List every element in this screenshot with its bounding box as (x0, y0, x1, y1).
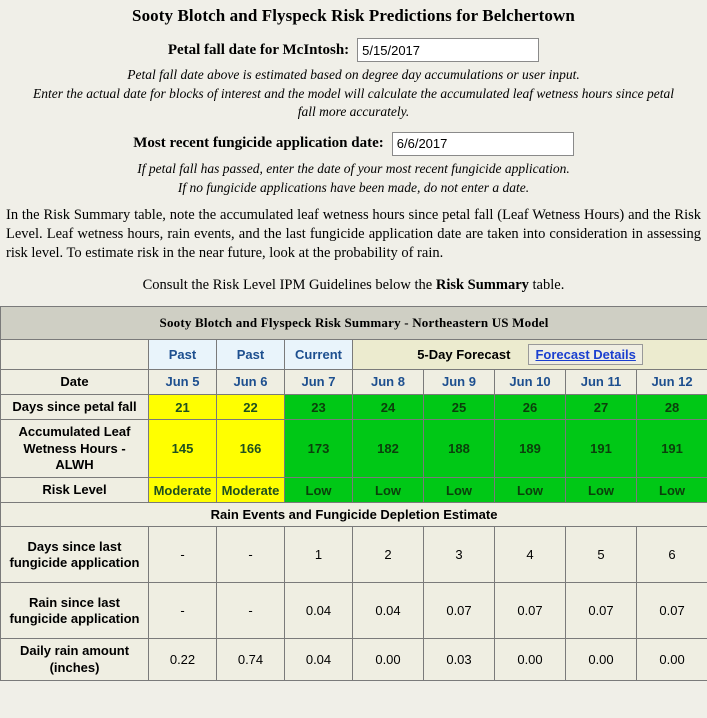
group-past-1: Past (149, 339, 217, 369)
intro-paragraph: In the Risk Summary table, note the accumulated leaf wetness hours since petal fall (Leaf Wetness Hours) and the Risk Level. Leaf wetness hours, rain events, and the last fungicide application date are taken into consideration in assessing risk level. To estimate risk in the near future, look at the probability of rain. (6, 207, 701, 262)
alwh-cell: 191 (566, 420, 637, 478)
row-label-date: Date (1, 369, 149, 394)
petal-fall-note-line2: Enter the actual date for blocks of interest and the model will calculate the accumulated leaf wetness hours since petal fall more accurately. (33, 86, 674, 119)
table-section-rain-header (1, 503, 707, 527)
table-row-date (1, 369, 707, 394)
table-row-daily-rain (1, 639, 707, 681)
group-past-2: Past (217, 339, 285, 369)
table-row-risk-level (1, 478, 707, 503)
group-current: Current (285, 339, 353, 369)
alwh-cell: 182 (353, 420, 424, 478)
daily-rain-cell: 0.00 (353, 639, 424, 681)
fungicide-note-line2: If no fungicide applications have been made, do not enter a date. (177, 180, 530, 196)
alwh-cell: 188 (424, 420, 495, 478)
row-label-rain-since-fungicide: Rain since last fungicide application (1, 583, 149, 639)
days-petal-cell: 23 (285, 395, 353, 420)
petal-fall-date-input[interactable] (357, 38, 539, 62)
daily-rain-cell: 0.04 (285, 639, 353, 681)
rain-fungicide-cell: 0.07 (637, 583, 707, 639)
days-fungicide-cell: 2 (353, 527, 424, 583)
days-fungicide-cell: 3 (424, 527, 495, 583)
fungicide-date-input[interactable] (392, 132, 574, 156)
rain-fungicide-cell: 0.04 (285, 583, 353, 639)
date-cell: Jun 9 (424, 369, 495, 394)
corner-cell (1, 339, 149, 369)
alwh-cell: 191 (637, 420, 707, 478)
rain-fungicide-cell: - (217, 583, 285, 639)
fungicide-note-line1: If petal fall has passed, enter the date of your most recent fungicide application. (137, 160, 570, 176)
risk-cell: Low (353, 478, 424, 503)
petal-fall-label: Petal fall date for McIntosh: (167, 41, 350, 58)
days-petal-cell: 22 (217, 395, 285, 420)
days-petal-cell: 21 (149, 395, 217, 420)
consult-line (6, 277, 701, 294)
daily-rain-cell: 0.00 (637, 639, 707, 681)
fungicide-label: Most recent fungicide application date: (133, 135, 384, 152)
rain-fungicide-cell: 0.07 (495, 583, 566, 639)
risk-cell: Low (424, 478, 495, 503)
group-forecast-label: 5-Day Forecast (417, 346, 511, 362)
date-cell: Jun 6 (217, 369, 285, 394)
table-row-days-since-petal-fall (1, 395, 707, 420)
alwh-cell: 166 (217, 420, 285, 478)
alwh-cell: 189 (495, 420, 566, 478)
daily-rain-cell: 0.00 (566, 639, 637, 681)
fungicide-row (0, 132, 707, 156)
days-fungicide-cell: 5 (566, 527, 637, 583)
table-banner-row (1, 306, 707, 339)
days-petal-cell: 25 (424, 395, 495, 420)
consult-bold: Risk Summary (435, 276, 529, 293)
days-fungicide-cell: 6 (637, 527, 707, 583)
date-cell: Jun 11 (566, 369, 637, 394)
row-label-alwh: Accumulated Leaf Wetness Hours - ALWH (1, 420, 149, 478)
risk-cell: Low (285, 478, 353, 503)
daily-rain-cell: 0.74 (217, 639, 285, 681)
date-cell: Jun 7 (285, 369, 353, 394)
days-petal-cell: 28 (637, 395, 707, 420)
petal-fall-note-line1: Petal fall date above is estimated based on degree day accumulations or user input. (127, 67, 580, 82)
daily-rain-cell: 0.03 (424, 639, 495, 681)
group-forecast (353, 339, 707, 369)
date-cell: Jun 12 (637, 369, 707, 394)
days-petal-cell: 26 (495, 395, 566, 420)
table-row-alwh (1, 420, 707, 478)
daily-rain-cell: 0.00 (495, 639, 566, 681)
table-row-rain-since-fungicide (1, 583, 707, 639)
rain-fungicide-cell: 0.04 (353, 583, 424, 639)
days-fungicide-cell: - (149, 527, 217, 583)
consult-pre: Consult the Risk Level IPM Guidelines below the (142, 276, 436, 293)
consult-post: table. (528, 276, 565, 293)
alwh-cell: 173 (285, 420, 353, 478)
risk-summary-table (0, 306, 707, 681)
date-cell: Jun 5 (149, 369, 217, 394)
rain-fungicide-cell: 0.07 (566, 583, 637, 639)
rain-fungicide-cell: - (149, 583, 217, 639)
row-label-daily-rain: Daily rain amount (inches) (1, 639, 149, 681)
risk-cell: Moderate (149, 478, 217, 503)
daily-rain-cell: 0.22 (149, 639, 217, 681)
row-label-risk-level: Risk Level (1, 478, 149, 503)
table-row-days-since-fungicide (1, 527, 707, 583)
date-cell: Jun 10 (495, 369, 566, 394)
days-petal-cell: 24 (353, 395, 424, 420)
summary-banner: Sooty Blotch and Flyspeck Risk Summary - Northeastern US Model (1, 306, 707, 339)
risk-cell: Low (637, 478, 707, 503)
table-group-header-row (1, 339, 707, 369)
date-cell: Jun 8 (353, 369, 424, 394)
risk-cell: Low (495, 478, 566, 503)
page-title: Sooty Blotch and Flyspeck Risk Predictions for Belchertown (132, 6, 575, 25)
days-fungicide-cell: 1 (285, 527, 353, 583)
risk-cell: Moderate (217, 478, 285, 503)
alwh-cell: 145 (149, 420, 217, 478)
section-rain-label: Rain Events and Fungicide Depletion Estimate (1, 503, 707, 527)
days-fungicide-cell: - (217, 527, 285, 583)
rain-fungicide-cell: 0.07 (424, 583, 495, 639)
row-label-days-since-petal-fall: Days since petal fall (1, 395, 149, 420)
risk-cell: Low (566, 478, 637, 503)
forecast-details-link[interactable]: Forecast Details (528, 344, 642, 365)
petal-fall-row (0, 38, 707, 62)
days-fungicide-cell: 4 (495, 527, 566, 583)
row-label-days-since-fungicide: Days since last fungicide application (1, 527, 149, 583)
days-petal-cell: 27 (566, 395, 637, 420)
